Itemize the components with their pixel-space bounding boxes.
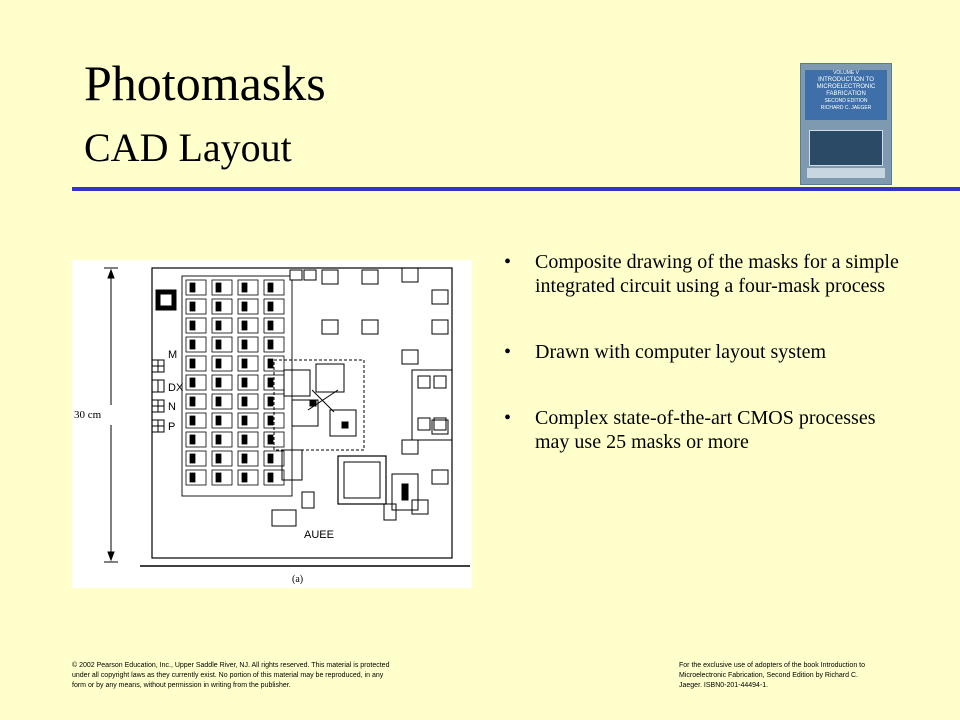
bullet-item xyxy=(504,340,904,364)
layout-cell xyxy=(186,394,206,409)
layout-cell xyxy=(186,451,206,466)
layout-cell-contact xyxy=(190,454,195,463)
layout-cell-contact xyxy=(190,435,195,444)
layout-cell-contact xyxy=(242,416,247,425)
layout-cell xyxy=(186,280,206,295)
layout-cell-contact xyxy=(190,397,195,406)
layout-cell-contact xyxy=(268,435,273,444)
book-cover-line: FABRICATION xyxy=(826,91,866,97)
book-cover-image xyxy=(800,63,892,185)
layout-cell xyxy=(238,432,258,447)
layout-cell xyxy=(212,318,232,333)
layout-cell-contact xyxy=(242,378,247,387)
layout-cell xyxy=(264,337,284,352)
layout-cell xyxy=(186,470,206,485)
figure-chip-label: AUEE xyxy=(304,529,334,541)
layout-cell-contact xyxy=(216,359,221,368)
bullet-list xyxy=(504,250,904,454)
layout-cell-contact xyxy=(216,454,221,463)
title-rule xyxy=(72,187,960,191)
layout-cell-contact xyxy=(242,454,247,463)
layout-cell-contact xyxy=(190,359,195,368)
layout-cell-contact xyxy=(242,473,247,482)
layout-cell xyxy=(238,299,258,314)
layout-cell-contact xyxy=(216,302,221,311)
layout-cell xyxy=(238,375,258,390)
layout-cell-contact xyxy=(242,302,247,311)
layout-cell-contact xyxy=(268,473,273,482)
layout-cell-contact xyxy=(242,359,247,368)
layout-cell-contact xyxy=(216,473,221,482)
layout-cell xyxy=(264,413,284,428)
bullet-text: Complex state-of-the-art CMOS processes may use 25 masks or more xyxy=(535,407,876,453)
layout-cell xyxy=(186,356,206,371)
layout-cell xyxy=(264,299,284,314)
book-cover-picture xyxy=(809,130,883,166)
layout-cell xyxy=(264,318,284,333)
layout-cell-contact xyxy=(190,416,195,425)
layout-cell xyxy=(186,337,206,352)
layout-cell-contact xyxy=(268,340,273,349)
layout-cell-contact xyxy=(216,416,221,425)
layout-cell-contact xyxy=(216,397,221,406)
layout-cell xyxy=(264,451,284,466)
layout-cell xyxy=(186,299,206,314)
bullet-marker: • xyxy=(504,341,512,363)
layout-cell-contact xyxy=(268,302,273,311)
figure-scale-label: 30 cm xyxy=(74,409,102,421)
layout-cell-contact xyxy=(268,359,273,368)
layout-cell-contact xyxy=(268,454,273,463)
bullet-text: Drawn with computer layout system xyxy=(535,341,827,363)
figure-caption: (a) xyxy=(292,574,304,585)
mask-layout-drawing xyxy=(72,260,472,588)
adopters-notice: For the exclusive use of adopters of the book Introduction to Microelectronic Fabrication, Second Edition by Richard C. Jaeger. ISBN0-201-44494-1. xyxy=(679,662,865,689)
layout-cell xyxy=(212,337,232,352)
layout-cell-contact xyxy=(242,435,247,444)
layout-cell xyxy=(238,337,258,352)
layout-cell xyxy=(238,413,258,428)
layout-cell xyxy=(212,432,232,447)
book-cover-line: VOLUME V xyxy=(833,70,859,76)
layout-cell-contact xyxy=(242,340,247,349)
bullet-marker: • xyxy=(504,407,512,429)
layout-cell-contact xyxy=(242,397,247,406)
slide-title: Photomasks xyxy=(84,55,326,111)
layout-cell xyxy=(238,318,258,333)
layout-cell xyxy=(212,470,232,485)
figure-legend-label: DX xyxy=(168,382,184,394)
book-cover-line: INTRODUCTION TO xyxy=(818,77,874,83)
bullet-item xyxy=(504,406,904,454)
book-cover-line: MICROELECTRONIC xyxy=(816,84,876,90)
bullet-text: Composite drawing of the masks for a simple integrated circuit using a four-mask process xyxy=(535,251,899,297)
bullet-marker: • xyxy=(504,251,512,273)
layout-cell-contact xyxy=(216,340,221,349)
layout-cell-contact xyxy=(216,283,221,292)
layout-cell xyxy=(212,280,232,295)
layout-cell-contact xyxy=(268,283,273,292)
figure-legend-label: P xyxy=(168,421,176,433)
layout-cell xyxy=(238,356,258,371)
book-cover-line: SECOND EDITION xyxy=(824,98,868,104)
layout-cell xyxy=(186,375,206,390)
layout-cell xyxy=(212,394,232,409)
layout-cell xyxy=(238,394,258,409)
book-cover-band xyxy=(805,70,887,120)
layout-cell xyxy=(212,451,232,466)
layout-cell xyxy=(212,356,232,371)
layout-cell xyxy=(238,470,258,485)
layout-cell xyxy=(238,451,258,466)
layout-cell-contact xyxy=(190,283,195,292)
layout-cell-contact xyxy=(268,321,273,330)
layout-cell xyxy=(186,318,206,333)
figure-legend-label: M xyxy=(168,349,178,361)
layout-cell xyxy=(264,280,284,295)
layout-cell xyxy=(186,413,206,428)
layout-cell xyxy=(212,299,232,314)
layout-cell xyxy=(212,413,232,428)
layout-cell-contact xyxy=(216,321,221,330)
figure-legend-label: N xyxy=(168,401,176,413)
layout-cell xyxy=(238,280,258,295)
slide-subtitle: CAD Layout xyxy=(84,125,292,170)
layout-cell-contact xyxy=(190,378,195,387)
layout-cell xyxy=(212,375,232,390)
mask-layout-figure xyxy=(72,260,472,588)
layout-cell-contact xyxy=(268,397,273,406)
layout-cell-contact xyxy=(216,378,221,387)
layout-cell xyxy=(264,394,284,409)
layout-cell xyxy=(264,470,284,485)
layout-cell-contact xyxy=(190,340,195,349)
layout-cell-contact xyxy=(190,321,195,330)
bullet-item xyxy=(504,250,904,298)
layout-cell-contact xyxy=(268,378,273,387)
layout-cell-contact xyxy=(190,302,195,311)
copyright-notice: © 2002 Pearson Education, Inc., Upper Saddle River, NJ. All rights reserved. This material is protected under all copyright laws as they currently exist. No portion of this material may be reproduced, in any form or by any means, without permission in writing from the publisher. xyxy=(72,662,390,689)
layout-cell-contact xyxy=(190,473,195,482)
layout-cell-contact xyxy=(242,321,247,330)
layout-cell-contact xyxy=(216,435,221,444)
layout-cell xyxy=(186,432,206,447)
layout-cell-contact xyxy=(242,283,247,292)
book-cover-footer xyxy=(807,168,885,178)
book-cover-line: RICHARD C. JAEGER xyxy=(820,105,872,111)
layout-cell-contact xyxy=(268,416,273,425)
